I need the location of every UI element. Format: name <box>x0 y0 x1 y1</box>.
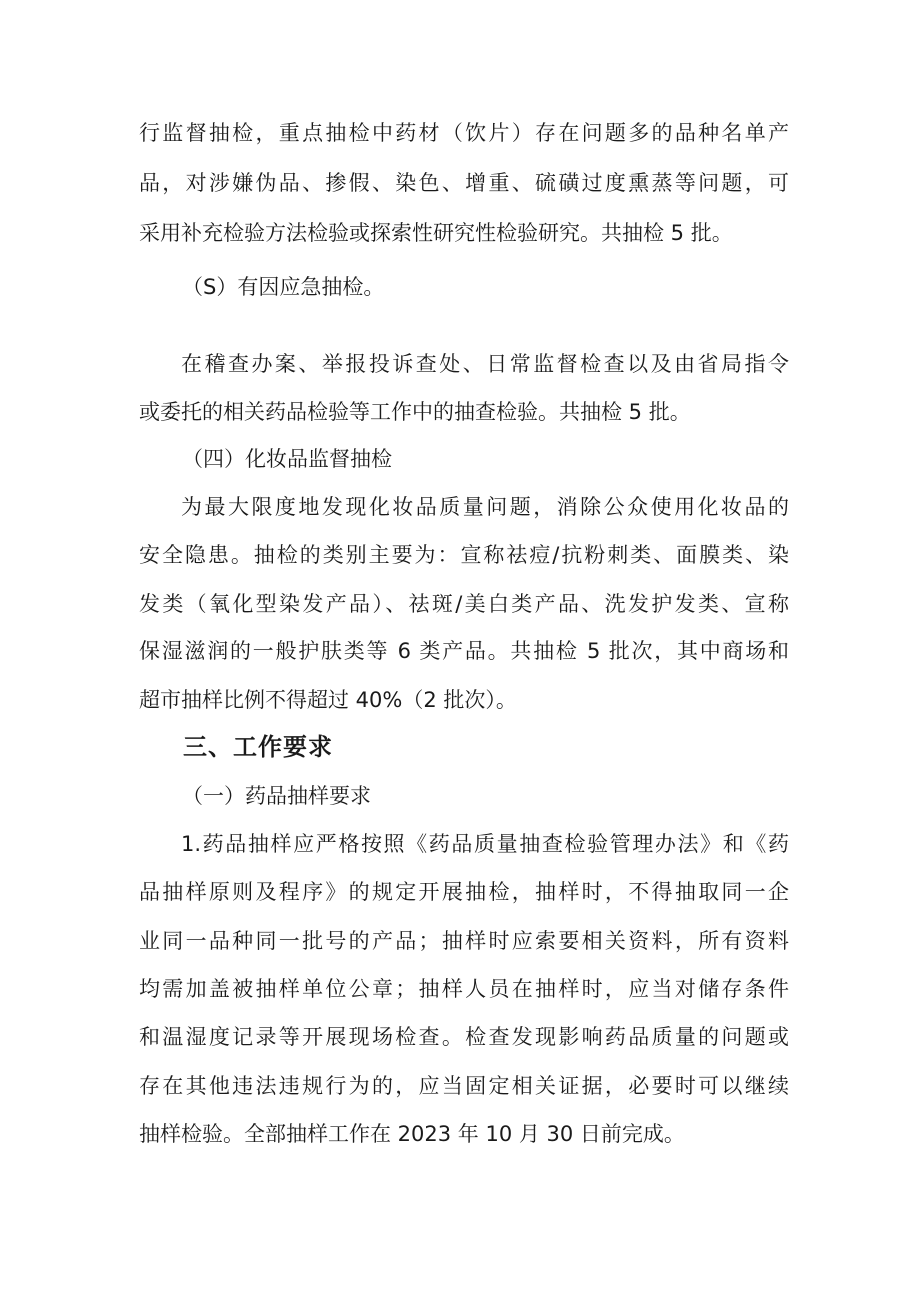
section-heading-work-requirements: 三、工作要求 <box>183 733 333 761</box>
subhead-cosmetics-sampling: （四）化妆品监督抽检 <box>182 447 392 471</box>
para3-line-2: 安全隐患。抽检的类别主要为：宣称祛痘/抗粉刺类、面膜类、染 <box>139 543 789 567</box>
para4-line-1: 1.药品抽样应严格按照《药品质量抽查检验管理办法》和《药 <box>181 832 789 856</box>
para4-line-6: 存在其他违法违规行为的，应当固定相关证据，必要时可以继续 <box>139 1074 789 1098</box>
para3-line-4: 保湿滋润的一般护肤类等 6 类产品。共抽检 5 批次，其中商场和 <box>139 639 789 663</box>
para4-line-3: 业同一品种同一批号的产品；抽样时应索要相关资料，所有资料 <box>139 929 789 953</box>
para3-line-3: 发类（氧化型染发产品）、祛斑/美白类产品、洗发护发类、宣称 <box>139 592 789 616</box>
para1-line-3: 采用补充检验方法检验或探索性研究性检验研究。共抽检 5 批。 <box>139 221 733 245</box>
para4-line-2: 品抽样原则及程序》的规定开展抽检，抽样时，不得抽取同一企 <box>139 880 789 904</box>
para3-line-5: 超市抽样比例不得超过 40%（2 批次）。 <box>139 688 517 712</box>
para2-line-2: 或委托的相关药品检验等工作中的抽查检验。共抽检 5 批。 <box>139 400 691 424</box>
subhead-drug-sampling-requirements: （一）药品抽样要求 <box>182 784 371 808</box>
para4-line-7: 抽样检验。全部抽样工作在 2023 年 10 月 30 日前完成。 <box>139 1122 685 1146</box>
subhead-emergency-sampling: （S）有因应急抽检。 <box>182 275 385 299</box>
para2-line-1: 在稽查办案、举报投诉查处、日常监督检查以及由省局指令 <box>181 352 789 376</box>
para4-line-5: 和温湿度记录等开展现场检查。检查发现影响药品质量的问题或 <box>139 1025 789 1049</box>
para1-line-2: 品，对涉嫌伪品、掺假、染色、增重、硫磺过度熏蒸等问题，可 <box>139 171 789 195</box>
para3-line-1: 为最大限度地发现化妆品质量问题，消除公众使用化妆品的 <box>181 495 789 519</box>
para4-line-4: 均需加盖被抽样单位公章；抽样人员在抽样时，应当对储存条件 <box>139 977 789 1001</box>
para1-line-1: 行监督抽检，重点抽检中药材（饮片）存在问题多的品种名单产 <box>139 121 789 145</box>
